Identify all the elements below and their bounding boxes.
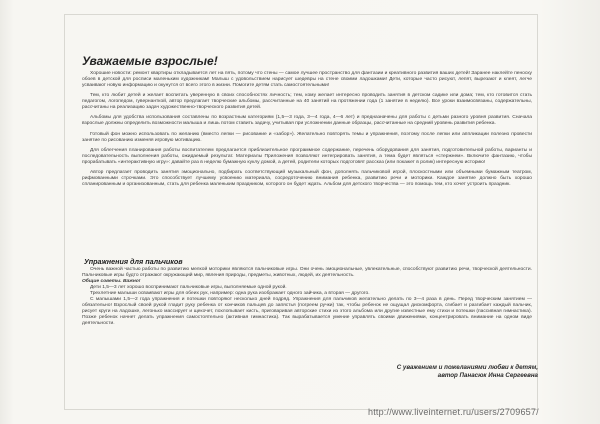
exercise-item: С малышами 1,5—2 года упражнения и потешки повторяют несколько дней подряд. Упражнения для пальчиков желательно делать по 3—4 раза в день. Перед творческим занятием — обязательно! Взрослый своей рукой гладит руку ребенка от кончиков пальцев до запястья (погреем ручки) так, чтобы ребенок не ощущал дискомфорта, сгибает и разгибает каждый пальчик, рисует круги на ладошке, легонько массирует и щекочет, похлопывает кисть, приговаривая авторские стихи из этого альбома или другие известные ему стихи и потешки (пассивная гимнастика). Позже ребенок начнет делать упражнения самостоятельно (активная гимнастика). Так вырабатывается умение управлять своими движениями, концентрировать внимание на одном виде деятельности.: [82, 297, 532, 326]
exercises-text: [82, 267, 532, 327]
paragraph-planning: Для облегчения планирования работы воспитателем предлагается приблизительное программное содержание, перечень оборудования для занятия, подготовительной работы, варианты и последовательность выполнения работы, ожидаемый результат. Материалы Приложения позволяют интегрировать занятия, а тема будет являться «стержнем». Включите фантазию, чтобы прорабатывать «интерактивную игру»: давайте раз в неделю бумажную куклу домой, а детей, родители которых подготовят рассказ (или покажет в ролик) интересную историю!: [82, 147, 532, 165]
signature-line-1: С уважением и пожеланиями любви к детям,: [396, 364, 538, 371]
exercises-heading: Упражнения для пальчиков: [84, 257, 183, 266]
intro-text: [82, 71, 532, 192]
paragraph-background: Готовый фон можно использовать по желанию (вместо лепки — рисование и «забор»). Желательно повторять темы и упражнения, поэтому после лепки или аппликации полезно провести занятие по рисованию изменяя игровую мотивацию.: [82, 131, 532, 143]
signature-line-2: автор Панасюк Инна Сергеевна: [437, 372, 538, 379]
watermark-url: http://www.liveinternet.ru/users/2709657/: [368, 407, 539, 417]
exercise-item: Дети 1,5—3 лет хорошо воспринимают пальчиковые игры, выполняемые одной рукой.: [90, 285, 287, 290]
exercises-intro: Очень важной частью работы по развитию мелкой моторики являются пальчиковые игры. Они очень эмоциональные, увлекательные, способствуют развитию речи, творческой деятельности. Пальчиковые игры будто отражают окружающий мир, явления природы, предметы, животных, людей, их деятельность.: [82, 267, 532, 278]
paragraph-albums: Альбомы для удобства использования составлены по возрастным категориям (1,5—3 года, 3—4 года, 4—6 лет) и предназначены для работы с детьми разного уровня развития. Сначала взрослые должны определить возможности малыша и лишь потом ставить задачу, учитывая при усложнении данные образцы, рассчитанные на средний уровень развития ребенка.: [82, 115, 532, 127]
page-heading: Уважаемые взрослые!: [82, 54, 218, 68]
signature: [368, 364, 538, 380]
general-advice-title: Общие советы. Важно!: [82, 279, 141, 284]
paragraph-audience: Тем, кто любит детей и желает воспитать уверенную в своих способностях личность; тем, кому желает интересно проводить занятия в детском садике или дома; тем, кто готовится стать педагогом, логопедом, гувернанткой, автор предлагает творческие альбомы, рассчитанные на 40 занятий на протяжении года (1 занятие в неделю). Все уроки взаимосвязаны, содержательны, рассчитаны на реализацию задач художественно-творческого развития детей.: [82, 93, 532, 111]
paragraph-good-news: Хорошие новости: ремонт квартиры откладывается лет на пять, потому что стены — самое лучшее пространство для фантазии и креативного развития ваших детей! Заранее наклейте пеноску обоев в детской для росписи маленьким художникам! Малыш с удовольствием нарисует шедевры на стене своими ладошками! Дети, которые часто рисуют, лепят, вырезают и клеят, легче усваивают новую информацию и окунутся от всего этого в жизни. Помогите детям стать самостоятельными!: [82, 71, 532, 88]
paragraph-author-advice: Автор предлагает проводить занятия эмоционально, подбирать соответствующий музыкальный фон, дополнять пальчиковой игрой, плоскостными или объемными бумажным театром, рифмованными строчками. Это способствует лучшему усвоению материала, сосредоточению внимания ребенка, развитию речи и моторики. Каждое занятие должно быть хорошо спланированным и организованным, стать для ребенка маленьким праздником, которого он будет ждать. Альбом для детского творчества — это помощь тем, кто хочет устроить праздник.: [82, 169, 532, 187]
exercise-item: Трехлетние малыши осваивают игры для обеих рук, например: одна рука изображает одного зайчика, а вторая — другого.: [90, 291, 370, 296]
